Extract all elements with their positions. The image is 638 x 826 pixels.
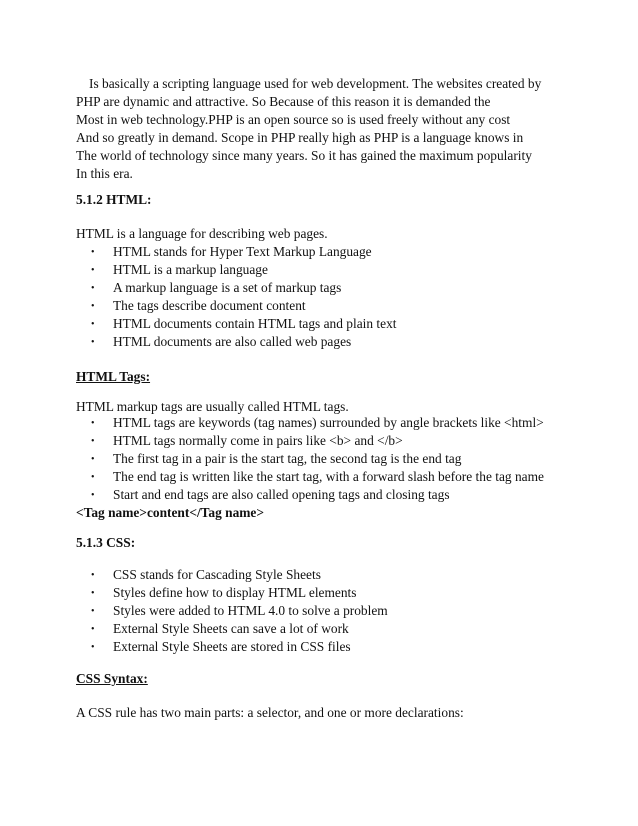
tag-syntax-example: <Tag name>content</Tag name> (76, 505, 264, 520)
list-item-text: CSS stands for Cascading Style Sheets (113, 567, 321, 582)
intro-line-4: And so greatly in demand. Scope in PHP really high as PHP is a language knows in (76, 130, 524, 145)
html-tags-intro: HTML markup tags are usually called HTML tags. (76, 399, 349, 414)
bullet-icon: • (91, 418, 95, 429)
bullet-icon: • (91, 588, 95, 599)
list-item (91, 602, 388, 620)
list-item (91, 566, 321, 584)
bullet-icon: • (91, 436, 95, 447)
list-item-text: Styles define how to display HTML elements (113, 585, 357, 600)
list-item-text: HTML tags normally come in pairs like <b> and </b> (113, 433, 403, 448)
intro-line-2: PHP are dynamic and attractive. So Because of this reason it is demanded the (76, 94, 491, 109)
bullet-icon: • (91, 283, 95, 294)
list-item (91, 243, 372, 261)
list-item-text: External Style Sheets can save a lot of work (113, 621, 349, 636)
section-heading-css-syntax: CSS Syntax: (76, 671, 148, 686)
bullet-icon: • (91, 247, 95, 258)
bullet-icon: • (91, 337, 95, 348)
list-item (91, 450, 461, 468)
list-item-text: A markup language is a set of markup tags (113, 280, 342, 295)
list-item (91, 584, 356, 602)
list-item-text: HTML tags are keywords (tag names) surrounded by angle brackets like <html> (113, 415, 544, 430)
list-item (91, 261, 268, 279)
list-item (91, 432, 403, 450)
section-heading-css: 5.1.3 CSS: (76, 535, 136, 550)
bullet-icon: • (91, 624, 95, 635)
list-item (91, 638, 351, 656)
list-item-text: HTML stands for Hyper Text Markup Language (113, 244, 372, 259)
section-heading-html: 5.1.2 HTML: (76, 192, 152, 207)
list-item-text: The end tag is written like the start tag, with a forward slash before the tag name (113, 469, 544, 484)
list-item (91, 315, 397, 333)
list-item-text: Start and end tags are also called opening tags and closing tags (113, 487, 450, 502)
list-item-text: HTML is a markup language (113, 262, 268, 277)
list-item (91, 297, 306, 315)
list-item-text: The tags describe document content (113, 298, 306, 313)
section-heading-html-tags: HTML Tags: (76, 369, 151, 384)
bullet-icon: • (91, 606, 95, 617)
list-item (91, 468, 544, 486)
list-item (91, 333, 351, 351)
list-item (91, 279, 341, 297)
list-item-text: External Style Sheets are stored in CSS files (113, 639, 351, 654)
bullet-icon: • (91, 472, 95, 483)
list-item-text: Styles were added to HTML 4.0 to solve a problem (113, 603, 388, 618)
bullet-icon: • (91, 454, 95, 465)
list-item (91, 414, 544, 432)
intro-line-6: In this era. (76, 166, 133, 181)
intro-line-1: Is basically a scripting language used for web development. The websites created by (89, 76, 542, 91)
list-item-text: HTML documents contain HTML tags and plain text (113, 316, 397, 331)
bullet-icon: • (91, 301, 95, 312)
bullet-icon: • (91, 319, 95, 330)
intro-line-3: Most in web technology.PHP is an open source so is used freely without any cost (76, 112, 511, 127)
bullet-icon: • (91, 490, 95, 501)
bullet-icon: • (91, 265, 95, 276)
list-item (91, 486, 450, 504)
list-item-text: HTML documents are also called web pages (113, 334, 352, 349)
list-item (91, 620, 349, 638)
css-syntax-text: A CSS rule has two main parts: a selector, and one or more declarations: (76, 705, 464, 720)
intro-line-5: The world of technology since many years. So it has gained the maximum popularity (76, 148, 532, 163)
list-item-text: The first tag in a pair is the start tag, the second tag is the end tag (113, 451, 462, 466)
html-intro: HTML is a language for describing web pages. (76, 226, 328, 241)
bullet-icon: • (91, 570, 95, 581)
bullet-icon: • (91, 642, 95, 653)
